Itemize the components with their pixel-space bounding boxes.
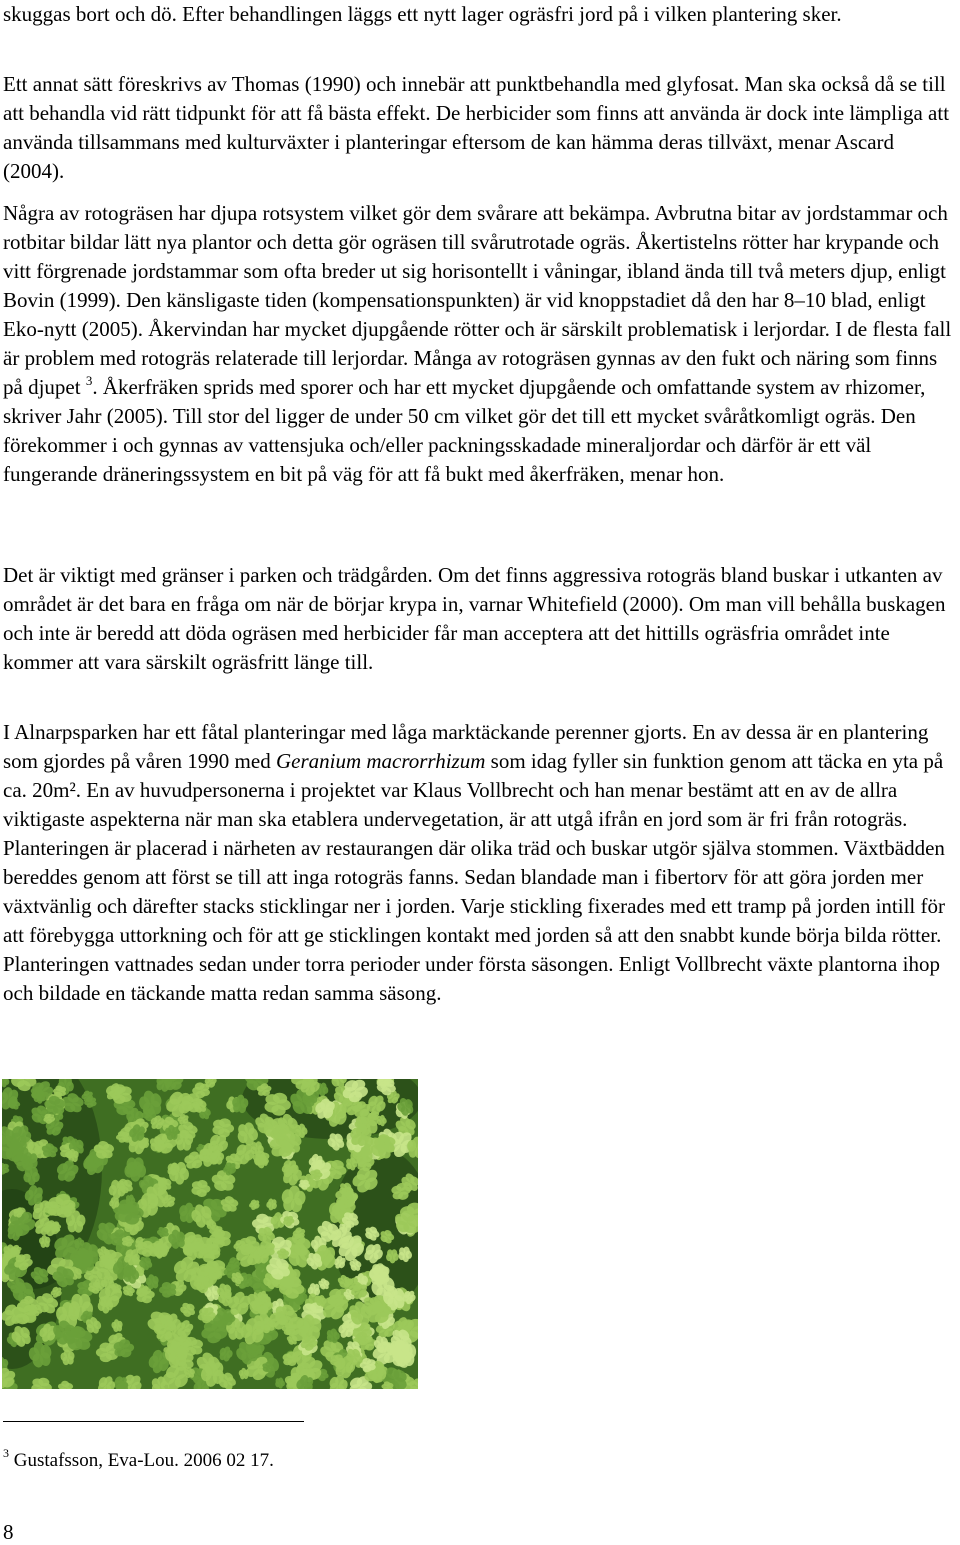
paragraph-3-text-b: . Åkerfräken sprids med sporer och har ett mycket djupgående och omfattande system av rhizomer, skriver Jahr (2005). Till stor del ligger de under 50 cm vilket gör det till ett mycket svåråtkomligt ogräs. Den förekommer i och gynnas av vattensjuka och/eller packningsskadade mineraljordar och därför är ett väl fungerande dräneringssystem en bit på väg för att få bukt med åkerfräken, menar hon. [3, 375, 926, 486]
footnote-separator [3, 1421, 304, 1422]
body-paragraph-3 [3, 199, 957, 489]
footnote [3, 1446, 274, 1475]
footnote-marker: 3 [3, 1446, 9, 1460]
footnote-text: Gustafsson, Eva-Lou. 2006 02 17. [9, 1450, 274, 1471]
page-number: 8 [3, 1520, 14, 1544]
body-paragraph-4: Det är viktigt med gränser i parken och trädgården. Om det finns aggressiva rotogräs bland buskar i utkanten av området är det bara en fråga om när de börjar krypa in, varnar Whitefield (2000). Om man vill behålla buskagen och inte är beredd att döda ogräsen med herbicider får man acceptera att det hittills ogräsfria området inte kommer att vara särskilt ogräsfritt länge till. [3, 563, 946, 674]
body-paragraph-5 [3, 718, 957, 1008]
paragraph-3-text-a: Några av rotogräsen har djupa rotsystem vilket gör dem svårare att bekämpa. Avbrutna bitar av jordstammar och rotbitar bildar lätt nya plantor och detta gör ogräsen till svårutrotade ogräs. Åkertistelns rötter har krypande och vitt förgrenade jordstammar som ofta breder ut sig horisontellt i våningar, ibland ända till två meters djup, enligt Bovin (1999). Den känsligaste tiden (kompensationspunkten) är vid knoppstadiet då den har 8–10 blad, enligt Eko-nytt (2005). Åkervindan har mycket djupgående rötter och är särskilt problematisk i lerjordar. I de flesta fall är problem med rotogräs relaterade till lerjordar. Många av rotogräsen gynnas av den fukt och näring som finns på djupet [3, 201, 952, 399]
groundcover-photo [2, 1079, 418, 1389]
species-name: Geranium macrorrhizum [275, 749, 486, 773]
body-paragraph-2: Ett annat sätt föreskrivs av Thomas (1990) och innebär att punktbehandla med glyfosat. Man ska också då se till att behandla vid rätt tidpunkt för att få bästa effekt. De herbicider som finns att använda är dock inte lämpliga att använda tillsammans med kulturväxter i planteringar eftersom de kan hämma deras tillväxt, menar Ascard (2004). [3, 72, 950, 183]
footnote-reference[interactable]: 3 [85, 373, 93, 388]
paragraph-5-text-b: som idag fyller sin funktion genom att täcka en yta på ca. 20m². En av huvudpersonerna i projektet var Klaus Vollbrecht och han menar bestämt att en av de allra viktigaste aspekterna när man ska etablera undervegetation, är att utgå ifrån en jord som är fri från rotogräs. Planteringen är placerad i närheten av restaurangen där olika träd och buskar utgör själva stommen. Växtbädden bereddes genom att först se till att inga rotogräs fanns. Sedan blandade man i fibertorv för att göra jorden mer växtvänlig och därefter stacks sticklingar ner i jorden. Varje stickling fixerades med ett tramp på jorden intill för att förebygga uttorkning och för att ge sticklingen kontakt med jorden så att den snabbt kunde börja bilda rötter. Planteringen vattnades sedan under torra perioder under första säsongen. Enligt Vollbrecht växte plantorna ihop och bildade en täckande matta redan samma säsong. [3, 749, 945, 1005]
body-paragraph-1: skuggas bort och dö. Efter behandlingen läggs ett nytt lager ogräsfri jord på i vilken plantering sker. [3, 2, 842, 26]
paragraph-5-text-a: I Alnarpsparken har ett fåtal planteringar med låga marktäckande perenner gjorts. En av dessa är en plantering som gjordes på våren 1990 med [3, 720, 929, 773]
